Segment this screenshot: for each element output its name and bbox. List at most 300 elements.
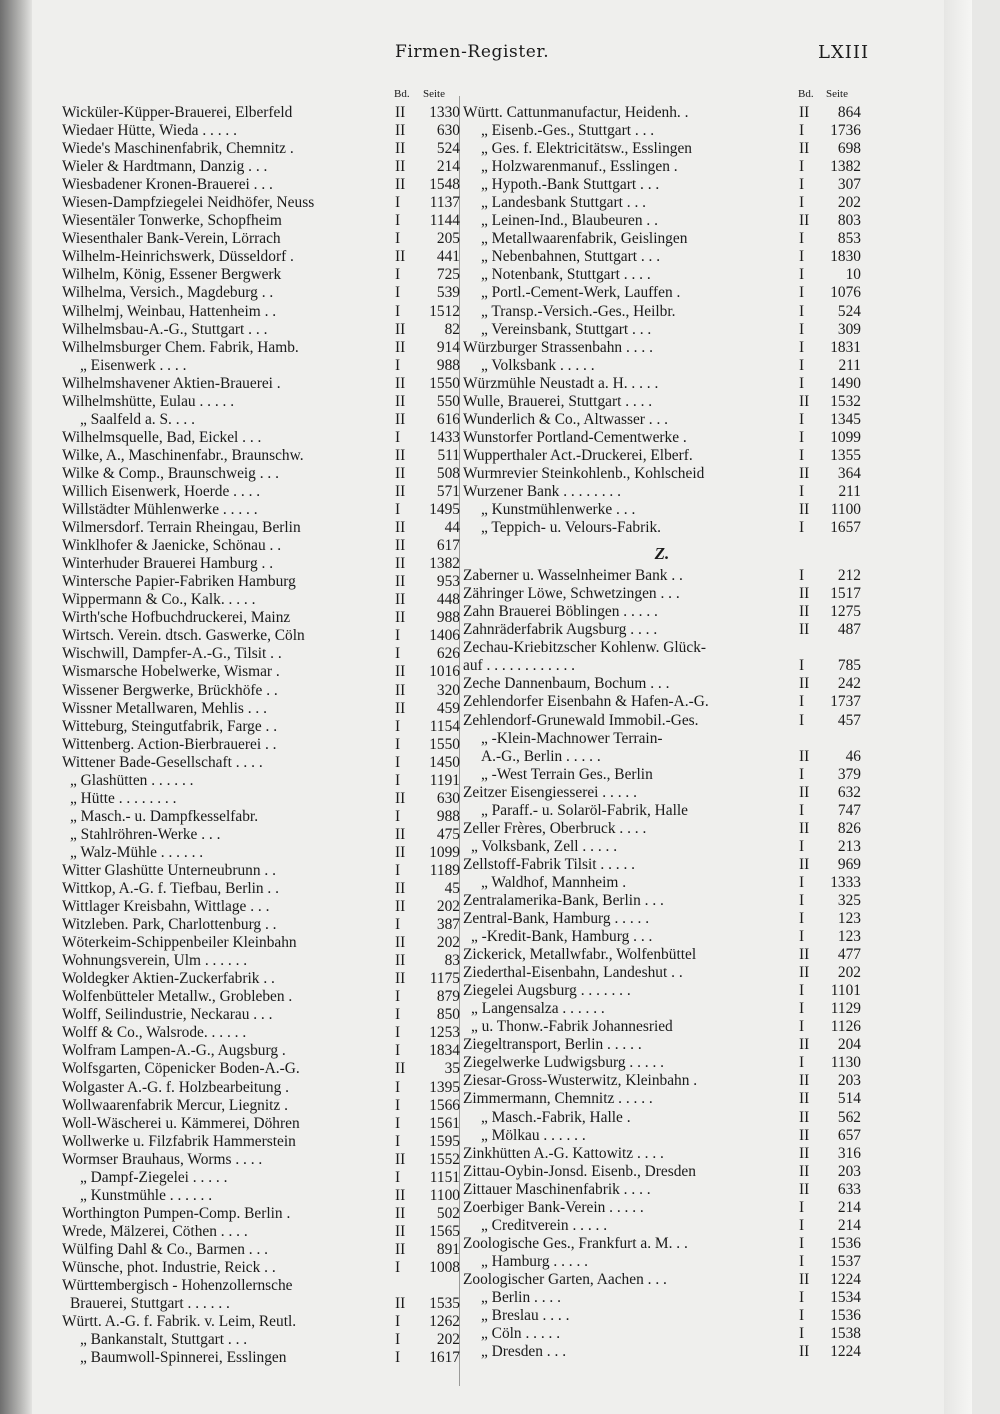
entry-volume: II: [395, 374, 406, 392]
entry-volume: II: [799, 1343, 810, 1361]
entry-name: „ Dresden . . .: [481, 1343, 567, 1361]
entry-name: „ Eisenwerk . . . .: [80, 356, 187, 374]
entry-page: 617: [436, 537, 460, 555]
index-entry: [62, 411, 460, 429]
entry-volume: I: [395, 212, 401, 230]
index-entry: [62, 808, 460, 826]
index-entry: [62, 970, 460, 988]
entry-volume: I: [395, 1024, 401, 1042]
index-entry: [62, 1006, 460, 1024]
entry-volume: I: [395, 230, 401, 248]
entry-name: Wolfram Lampen-A.-G., Augsburg .: [62, 1042, 286, 1060]
entry-volume: II: [799, 501, 810, 519]
entry-name: Wilhelmshavener Aktien-Brauerei .: [62, 374, 281, 392]
entry-name: Worthington Pumpen-Comp. Berlin .: [62, 1204, 291, 1222]
entry-volume: II: [395, 789, 406, 807]
entry-page: 459: [436, 699, 460, 717]
entry-name: Zittauer Maschinenfabrik . . . .: [463, 1180, 651, 1198]
entry-page: 1191: [429, 771, 460, 789]
entry-name: Wunstorfer Portland-Cementwerke .: [463, 428, 687, 446]
entry-volume: I: [799, 711, 805, 729]
index-entry: [463, 1217, 861, 1235]
index-entry: [463, 339, 861, 357]
entry-page: 1130: [830, 1054, 861, 1072]
entry-page: 1450: [429, 753, 460, 771]
entry-name: „ Volksbank, Zell . . . . .: [471, 837, 618, 855]
entry-name: „ u. Thonw.-Fabrik Johannesried: [471, 1018, 673, 1036]
entry-name: Wilhelmshütte, Eulau . . . . .: [62, 392, 235, 410]
entry-page: 514: [837, 1090, 861, 1108]
index-entry: [62, 609, 460, 627]
entry-page: 988: [436, 356, 460, 374]
entry-volume: I: [799, 1198, 805, 1216]
entry-volume: II: [395, 482, 406, 500]
entry-name: Ziesar-Gross-Wusterwitz, Kleinbahn .: [463, 1072, 698, 1090]
entry-page: 1550: [429, 735, 460, 753]
entry-volume: I: [799, 837, 805, 855]
entry-page: 850: [436, 1006, 460, 1024]
index-entry: [463, 519, 861, 537]
entry-page: 309: [837, 320, 861, 338]
index-entry: [463, 1000, 861, 1018]
entry-volume: II: [395, 519, 406, 537]
index-entry: [62, 266, 460, 284]
entry-name: „ Portl.-Cement-Werk, Lauffen .: [481, 284, 681, 302]
entry-volume: I: [799, 801, 805, 819]
entry-page: 725: [436, 266, 460, 284]
index-entry: [463, 122, 861, 140]
entry-page: 320: [436, 681, 460, 699]
entry-name: „ Kunstmühle . . . . . .: [80, 1186, 213, 1204]
entry-volume: II: [395, 663, 406, 681]
entry-name: Wintersche Papier-Fabriken Hamburg: [62, 573, 296, 591]
entry-volume: II: [395, 573, 406, 591]
entry-name: „ Eisenb.-Ges., Stuttgart . . .: [481, 122, 655, 140]
entry-name: Wülfing Dahl & Co., Barmen . . .: [62, 1240, 269, 1258]
index-entry: [62, 1241, 460, 1259]
index-entry: [463, 321, 861, 339]
entry-page: 1395: [429, 1078, 460, 1096]
entry-name: „ Hypoth.-Bank Stuttgart . . .: [481, 176, 660, 194]
index-entry: [62, 158, 460, 176]
entry-name: Wissener Bergwerke, Brückhöfe . .: [62, 681, 278, 699]
entry-page: 508: [436, 464, 460, 482]
entry-page: 1275: [830, 603, 861, 621]
entry-name: Wirth'sche Hofbuchdruckerei, Mainz: [62, 609, 291, 627]
entry-name: Wolff, Seilindustrie, Neckarau . . .: [62, 1006, 273, 1024]
entry-name: „ Holzwarenmanuf., Esslingen .: [481, 158, 678, 176]
entry-name: Wurzener Bank . . . . . . . .: [463, 482, 621, 500]
entry-name: „ -Klein-Machnower Terrain-: [481, 729, 663, 747]
entry-volume: II: [799, 464, 810, 482]
entry-volume: I: [799, 158, 805, 176]
entry-volume: I: [395, 266, 401, 284]
index-entry: [463, 1163, 861, 1181]
index-entry: [463, 784, 861, 802]
entry-page: 1382: [429, 555, 460, 573]
entry-volume: II: [395, 1295, 406, 1313]
entry-name: Zeller Frères, Oberbruck . . . .: [463, 819, 647, 837]
index-entry: [62, 122, 460, 140]
index-entry: [463, 1307, 861, 1325]
entry-name: Witteburg, Steingutfabrik, Farge . .: [62, 717, 278, 735]
index-entry: [62, 1205, 460, 1223]
entry-name: Ziegelei Augsburg . . . . . . .: [463, 982, 631, 1000]
entry-name: Wieler & Hardtmann, Danzig . . .: [62, 158, 268, 176]
entry-volume: I: [395, 771, 401, 789]
entry-page: 364: [837, 464, 861, 482]
entry-page: 1595: [429, 1132, 460, 1150]
entry-name: „ Vereinsbank, Stuttgart . . .: [481, 320, 652, 338]
index-entry: [463, 838, 861, 856]
entry-name: „ Ges. f. Elektricitätsw., Esslingen: [481, 140, 692, 158]
entry-name: Wiesbadener Kronen-Brauerei . . .: [62, 176, 273, 194]
entry-name: Zinkhütten A.-G. Kattowitz . . . .: [463, 1144, 664, 1162]
index-entry: [62, 230, 460, 248]
index-entry: [463, 140, 861, 158]
entry-name: Wissner Metallwaren, Mehlis . . .: [62, 699, 267, 717]
entry-page: 853: [837, 230, 861, 248]
index-entry: [62, 1042, 460, 1060]
index-entry: [463, 357, 861, 375]
index-entry: [463, 748, 861, 766]
entry-volume: II: [799, 1108, 810, 1126]
entry-name: Wittener Bade-Gesellschaft . . . .: [62, 753, 263, 771]
column-header: [62, 88, 460, 104]
entry-page: 487: [837, 621, 861, 639]
entry-name: Wittenberg. Action-Bierbrauerei . .: [62, 735, 277, 753]
entry-volume: I: [799, 1054, 805, 1072]
entry-volume: II: [395, 555, 406, 573]
entry-volume: II: [395, 464, 406, 482]
entry-page: 1548: [429, 176, 460, 194]
entry-volume: II: [395, 248, 406, 266]
entry-page: 1224: [830, 1343, 861, 1361]
entry-page: 1538: [830, 1325, 861, 1343]
index-entry: [463, 1090, 861, 1108]
entry-volume: I: [799, 928, 805, 946]
index-entry: [62, 537, 460, 555]
index-entry: [62, 104, 460, 122]
index-entry: [463, 802, 861, 820]
entry-page: 1433: [429, 428, 460, 446]
entry-page: 1657: [830, 519, 861, 537]
index-entry: [62, 519, 460, 537]
index-entry: [463, 856, 861, 874]
entry-name: „ Bankanstalt, Stuttgart . . .: [80, 1331, 248, 1349]
index-entry: [463, 730, 861, 748]
entry-name: „ Volksbank . . . . .: [481, 356, 595, 374]
entry-page: 1126: [830, 1018, 861, 1036]
entry-volume: II: [799, 1090, 810, 1108]
index-entry: [62, 1223, 460, 1241]
index-entry: [62, 1295, 460, 1313]
entry-name: „ Creditverein . . . . .: [481, 1216, 608, 1234]
entry-page: 1253: [429, 1024, 460, 1042]
entry-volume: II: [799, 1072, 810, 1090]
entry-name: „ Mölkau . . . . . .: [481, 1126, 586, 1144]
entry-volume: I: [395, 1331, 401, 1349]
index-entry: [463, 447, 861, 465]
index-entry: [463, 158, 861, 176]
index-entry: [62, 988, 460, 1006]
entry-name: Wilke, A., Maschinenfabr., Braunschw.: [62, 446, 304, 464]
index-entry: [62, 1060, 460, 1078]
index-entry: [62, 663, 460, 681]
entry-page: 616: [436, 410, 460, 428]
entry-page: 1561: [429, 1114, 460, 1132]
entry-volume: I: [799, 320, 805, 338]
index-entry: [463, 892, 861, 910]
entry-name: Wilhelma, Versich., Magdeburg . .: [62, 284, 274, 302]
entry-volume: I: [395, 194, 401, 212]
entry-name: Würzmühle Neustadt a. H. . . . .: [463, 374, 659, 392]
index-entry: [463, 1199, 861, 1217]
entry-name: „ Kunstmühlenwerke . . .: [481, 501, 636, 519]
section-letter: Z.: [654, 544, 670, 564]
entry-page: 826: [837, 819, 861, 837]
entry-name: Wilhelm, König, Essener Bergwerk: [62, 266, 282, 284]
entry-volume: II: [799, 819, 810, 837]
entry-page: 539: [436, 284, 460, 302]
entry-name: „ Hütte . . . . . . . .: [70, 789, 177, 807]
entry-volume: I: [799, 194, 805, 212]
index-entry: [62, 754, 460, 772]
entry-name: Zentral-Bank, Hamburg . . . . .: [463, 910, 650, 928]
entry-name: Wilke & Comp., Braunschweig . . .: [62, 464, 279, 482]
entry-volume: II: [799, 675, 810, 693]
entry-page: 1137: [429, 194, 460, 212]
entry-volume: II: [799, 1036, 810, 1054]
entry-volume: I: [799, 230, 805, 248]
page-number: LXIII: [818, 42, 870, 63]
left-entries: [62, 104, 460, 1367]
entry-volume: I: [395, 717, 401, 735]
book-spine-shadow: [0, 0, 32, 1414]
entry-name: Wiede's Maschinenfabrik, Chemnitz .: [62, 140, 294, 158]
index-entry: [62, 1187, 460, 1205]
index-entry: [463, 411, 861, 429]
index-entry: [62, 1349, 460, 1367]
entry-page: 205: [436, 230, 460, 248]
entry-page: 10: [845, 266, 861, 284]
entry-name: Wilhelmj, Weinbau, Hattenheim . .: [62, 302, 277, 320]
entry-page: 1016: [429, 663, 460, 681]
entry-name: Wilhelmsburger Chem. Fabrik, Hamb.: [62, 338, 299, 356]
page-title: Firmen-Register.: [395, 42, 550, 62]
index-entry: [463, 675, 861, 693]
index-entry: [62, 1313, 460, 1331]
entry-page: 45: [444, 880, 460, 898]
index-entry: [62, 212, 460, 230]
index-entry: [463, 928, 861, 946]
index-entry: [62, 573, 460, 591]
entry-volume: II: [395, 1222, 406, 1240]
entry-page: 211: [838, 356, 861, 374]
entry-volume: I: [799, 266, 805, 284]
entry-name: „ Teppich- u. Velours-Fabrik.: [481, 519, 662, 537]
entry-page: 214: [837, 1198, 861, 1216]
entry-volume: II: [395, 825, 406, 843]
index-entry: [62, 375, 460, 393]
entry-page: 1333: [830, 873, 861, 891]
entry-volume: I: [395, 735, 401, 753]
index-entry: [463, 982, 861, 1000]
index-entry: [463, 1325, 861, 1343]
entry-volume: II: [395, 1060, 406, 1078]
entry-name: Witter Glashütte Unterneubrunn . .: [62, 861, 276, 879]
entry-page: 1565: [429, 1222, 460, 1240]
entry-volume: II: [395, 320, 406, 338]
entry-page: 1262: [429, 1313, 460, 1331]
entry-page: 202: [837, 194, 861, 212]
entry-name: Zittau-Oybin-Jonsd. Eisenb., Dresden: [463, 1162, 696, 1180]
entry-volume: I: [395, 645, 401, 663]
entry-page: 988: [436, 807, 460, 825]
entry-page: 698: [837, 140, 861, 158]
entry-volume: I: [799, 1252, 805, 1270]
index-entry: [62, 501, 460, 519]
entry-volume: II: [799, 104, 810, 121]
entry-name: „ Leinen-Ind., Blaubeuren . .: [481, 212, 658, 230]
index-entry: [463, 603, 861, 621]
page-header: Seite: [826, 88, 848, 100]
entry-page: 524: [436, 140, 460, 158]
index-entry: [463, 230, 861, 248]
entry-page: 1536: [830, 1307, 861, 1325]
entry-page: 657: [837, 1126, 861, 1144]
index-entry: [62, 591, 460, 609]
index-entry: [463, 104, 861, 122]
entry-name: Zähringer Löwe, Schwetzingen . . .: [463, 585, 680, 603]
entry-page: 307: [837, 176, 861, 194]
entry-page: 1617: [429, 1349, 460, 1367]
index-entry: [463, 820, 861, 838]
entry-volume: II: [799, 603, 810, 621]
entry-volume: II: [395, 392, 406, 410]
index-entry: [62, 862, 460, 880]
index-entry: [463, 1343, 861, 1361]
entry-volume: II: [799, 212, 810, 230]
entry-page: 1101: [830, 982, 861, 1000]
entry-page: 1535: [429, 1295, 460, 1313]
entry-name: Zoerbiger Bank-Verein . . . . .: [463, 1198, 644, 1216]
entry-volume: I: [799, 1000, 805, 1018]
entry-volume: I: [799, 428, 805, 446]
entry-name: Zehlendorfer Eisenbahn & Hafen-A.-G.: [463, 693, 709, 711]
index-column-left: [62, 88, 460, 1367]
entry-volume: I: [395, 1096, 401, 1114]
entry-volume: I: [395, 428, 401, 446]
entry-volume: I: [799, 519, 805, 537]
entry-page: 969: [837, 855, 861, 873]
entry-volume: I: [395, 1259, 401, 1276]
index-entry: [463, 1127, 861, 1145]
index-entry: [463, 501, 861, 519]
entry-name: „ Transp.-Versich.-Ges., Heilbr.: [481, 302, 676, 320]
entry-volume: I: [395, 501, 401, 519]
entry-name: „ Stahlröhren-Werke . . .: [70, 825, 221, 843]
entry-volume: I: [799, 910, 805, 928]
index-entry: [463, 964, 861, 982]
entry-name: A.-G., Berlin . . . . .: [481, 747, 601, 765]
entry-volume: I: [799, 284, 805, 302]
index-entry: [463, 1145, 861, 1163]
entry-volume: I: [395, 302, 401, 320]
index-entry: [463, 248, 861, 266]
index-entry: [62, 880, 460, 898]
entry-page: 325: [837, 891, 861, 909]
entry-volume: II: [395, 934, 406, 952]
index-entry: [62, 718, 460, 736]
entry-page: 1129: [830, 1000, 861, 1018]
index-entry: [463, 874, 861, 892]
entry-volume: I: [799, 374, 805, 392]
entry-name: „ Saalfeld a. S. . . .: [80, 410, 195, 428]
index-entry: [463, 766, 861, 784]
entry-volume: II: [799, 1270, 810, 1288]
entry-page: 123: [837, 910, 861, 928]
entry-volume: II: [395, 122, 406, 140]
entry-volume: I: [799, 567, 805, 585]
entry-volume: II: [395, 591, 406, 609]
column-header: [463, 88, 861, 104]
entry-page: 891: [436, 1240, 460, 1258]
entry-volume: I: [799, 1289, 805, 1306]
entry-volume: I: [799, 446, 805, 464]
entry-volume: I: [799, 122, 805, 140]
entry-volume: II: [395, 1240, 406, 1258]
index-entry: [463, 465, 861, 483]
entry-name: Wiedaer Hütte, Wieda . . . . .: [62, 122, 237, 140]
index-entry: [62, 1079, 460, 1097]
index-entry: [463, 266, 861, 284]
index-entry: [62, 682, 460, 700]
index-entry: [62, 284, 460, 302]
index-entry: [62, 1133, 460, 1151]
entry-page: 1737: [830, 693, 861, 711]
entry-page: 785: [837, 657, 861, 675]
entry-volume: I: [395, 1168, 401, 1186]
entry-name: Wulle, Brauerei, Stuttgart . . . .: [463, 392, 653, 410]
entry-page: 550: [436, 392, 460, 410]
entry-page: 379: [837, 765, 861, 783]
entry-page: 1144: [429, 212, 460, 230]
entry-volume: II: [395, 1204, 406, 1222]
index-entry: [463, 284, 861, 302]
index-entry: [463, 429, 861, 447]
index-entry: [463, 1036, 861, 1054]
index-entry: [463, 483, 861, 501]
entry-page: 1100: [429, 1186, 460, 1204]
entry-name: Würzburger Strassenbahn . . . .: [463, 338, 653, 356]
page-header: Seite: [423, 88, 445, 100]
index-entry: [62, 1097, 460, 1115]
index-entry: [463, 693, 861, 711]
entry-name: „ Masch.- u. Dampfkesselfabr.: [70, 807, 259, 825]
index-entry: [62, 934, 460, 952]
entry-page: 571: [436, 482, 460, 500]
entry-name: Winterhuder Brauerei Hamburg . .: [62, 555, 274, 573]
entry-name: Woll-Wäscherei u. Kämmerei, Döhren: [62, 1114, 300, 1132]
volume-header: Bd.: [798, 88, 814, 100]
entry-volume: I: [799, 873, 805, 891]
entry-name: Wormser Brauhaus, Worms . . . .: [62, 1150, 263, 1168]
entry-name: Wollwerke u. Filzfabrik Hammerstein: [62, 1132, 296, 1150]
entry-volume: II: [799, 1180, 810, 1198]
entry-page: 1830: [830, 248, 861, 266]
entry-volume: II: [799, 140, 810, 158]
